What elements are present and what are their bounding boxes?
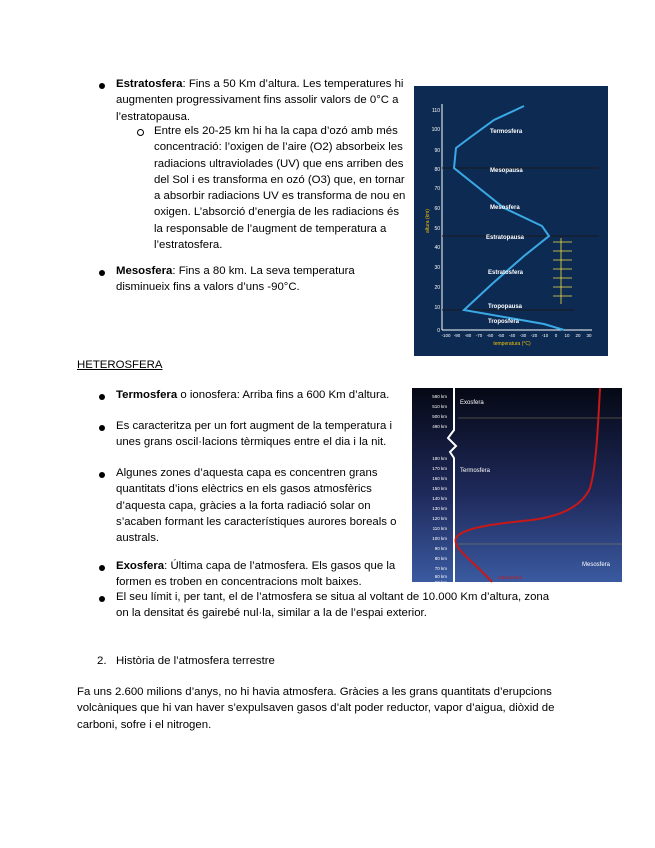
y-axis-label: altura (km) xyxy=(425,209,431,233)
layer-label-estratopausa: Estratopausa xyxy=(486,235,525,241)
y-tick: 60 xyxy=(434,206,440,212)
section-title: Història de l’atmosfera terrestre xyxy=(116,655,275,667)
ozone-subitem: Entre els 20-25 km hi ha la capa d’ozó amb més concentració: l’oxigen de l’aire (O2) absorbeix les radiacions ultraviolades (UV) que ens arriben des del Sol i es transforma en ozó (O3) que, en tornar a absorbir radiacions UV es transforma de nou en oxigen. L’absorció d’energia de les radiacions és la responsable de l’augment de temperatura a l’estratosfera. xyxy=(154,125,406,252)
bullet xyxy=(99,83,105,89)
x-tick: 30 xyxy=(586,333,592,338)
y-tick: 80 xyxy=(434,167,440,173)
chart-background xyxy=(414,86,608,356)
x-tick: -40 xyxy=(508,333,516,338)
y-tick: 160 km xyxy=(432,476,447,481)
y-tick: 130 km xyxy=(432,506,447,511)
y-tick: 500 km xyxy=(432,414,447,419)
y-tick: 110 km xyxy=(432,526,447,531)
y-tick: 20 xyxy=(434,285,440,291)
y-tick: 180 km xyxy=(432,456,447,461)
mesosfera-item xyxy=(116,263,376,296)
term-mesosfera: Mesosfera xyxy=(116,265,173,277)
termosfera-text: o ionosfera: Arriba fins a 600 Km d’altura. xyxy=(177,389,390,401)
y-tick: 140 km xyxy=(432,496,447,501)
termosfera-ions: Algunes zones d’aquesta capa es concentren grans quantitats d’ions elèctrics en els gasos atmosfèrics d’aquesta capa, gràcies a la forta radiació solar on s’acaben formant les característiques aurores boreals o australs. xyxy=(116,467,397,545)
y-tick: 120 km xyxy=(432,516,447,521)
x-tick: 10 xyxy=(564,333,570,338)
y-tick: 30 xyxy=(434,265,440,271)
x-tick: -60 xyxy=(486,333,494,338)
term-estratosfera: Estratosfera xyxy=(116,78,183,90)
layer-label-estratosfera: Estratosfera xyxy=(488,270,524,276)
mesosfera-text: : Fins a 80 km. La seva temperatura disminueix fins a valors d’uns -90°C. xyxy=(116,265,355,294)
x-tick: -90 xyxy=(453,333,461,338)
exosfera-limit: El seu límit i, per tant, el de l’atmosfera se situa al voltant de 10.000 Km d’altura, zona on la densitat és gairebé nul·la, similar a la de l’espai exterior. xyxy=(116,591,550,620)
x-tick: -80 xyxy=(464,333,472,338)
y-tick: 110 xyxy=(432,108,440,114)
x-tick: -70 xyxy=(475,333,483,338)
temperature-altitude-chart xyxy=(414,86,608,356)
layer-label-exosfera: Exosfera xyxy=(460,400,484,406)
bullet xyxy=(99,565,105,571)
x-tick: 20 xyxy=(575,333,581,338)
y-tick: 70 km xyxy=(434,566,447,571)
y-tick: 90 xyxy=(434,148,440,154)
layer-label-mesosfera: Mesosfera xyxy=(490,205,520,211)
bullet xyxy=(99,425,105,431)
x-tick: -10 xyxy=(541,333,549,338)
sub-bullet xyxy=(137,129,144,136)
x-tick: -20 xyxy=(530,333,538,338)
y-tick: 170 km xyxy=(432,466,447,471)
y-tick: 490 km xyxy=(432,424,447,429)
bullet xyxy=(99,472,105,478)
x-axis-label: temperatura (°C) xyxy=(493,341,531,347)
y-tick: 0 xyxy=(437,328,440,334)
y-tick: 40 xyxy=(434,245,440,251)
y-tick: 80 km xyxy=(434,556,447,561)
term-termosfera: Termosfera xyxy=(116,389,178,401)
estratosfera-text: : Fins a 50 Km d’altura. Les temperatures hi augmenten progressivament fins assolir valors de 0°C a l’estratopausa. xyxy=(116,78,404,123)
bullet xyxy=(99,394,105,400)
y-tick: 90 km xyxy=(434,546,447,551)
layer-label-troposfera: Troposfera xyxy=(488,319,520,325)
section-heading-heterosfera: HETEROSFERA xyxy=(77,359,163,371)
exosfera-text: : Última capa de l’atmosfera. Els gasos que la formen es troben en concentracions molt baixes. xyxy=(116,560,396,589)
history-paragraph: Fa uns 2.600 milions d’anys, no hi havia atmosfera. Gràcies a les grans quantitats d’erupcions volcàniques que hi van haver s’expulsaven gasos d’alt poder reductor, vapor d’aigua, diòxid de carboni, sofre i el nitrogen. xyxy=(77,686,555,731)
y-tick: 100 km xyxy=(432,536,447,541)
x-tick: -30 xyxy=(519,333,527,338)
bullet xyxy=(99,596,105,602)
y-tick: 100 xyxy=(431,127,440,133)
y-tick: 10 xyxy=(434,305,440,311)
y-tick: 580 km xyxy=(432,394,447,399)
y-tick: 50 xyxy=(434,226,440,232)
termosfera-characteristics: Es caracteritza per un fort augment de la temperatura i unes grans oscil·lacions tèrmiques entre el dia i la nit. xyxy=(116,420,393,449)
y-tick: 60 km xyxy=(434,574,447,579)
y-tick: 50 km xyxy=(434,580,447,585)
layer-label-mesosfera: Mesosfera xyxy=(582,562,611,568)
term-exosfera: Exosfera xyxy=(116,560,165,572)
x-tick: -100 xyxy=(441,333,451,338)
layer-label-termosfera: Termosfera xyxy=(460,468,491,474)
exosfera-item xyxy=(116,558,398,591)
bullet xyxy=(99,270,105,276)
termosfera-item xyxy=(116,387,416,403)
y-tick: 70 xyxy=(434,186,440,192)
estratosfera-item xyxy=(116,76,408,125)
y-tick: 150 km xyxy=(432,486,447,491)
y-tick: 510 km xyxy=(432,404,447,409)
layer-label-estratosfera: Estratosfera xyxy=(498,575,523,580)
atmosphere-layers-chart xyxy=(412,388,622,585)
layer-label-termosfera: Termosfera xyxy=(490,129,523,135)
x-tick: 0 xyxy=(554,333,558,338)
layer-label-mesopausa: Mesopausa xyxy=(490,168,523,174)
x-tick: -50 xyxy=(497,333,505,338)
section-number: 2. xyxy=(97,655,107,667)
layer-label-tropopausa: Tropopausa xyxy=(488,304,523,310)
